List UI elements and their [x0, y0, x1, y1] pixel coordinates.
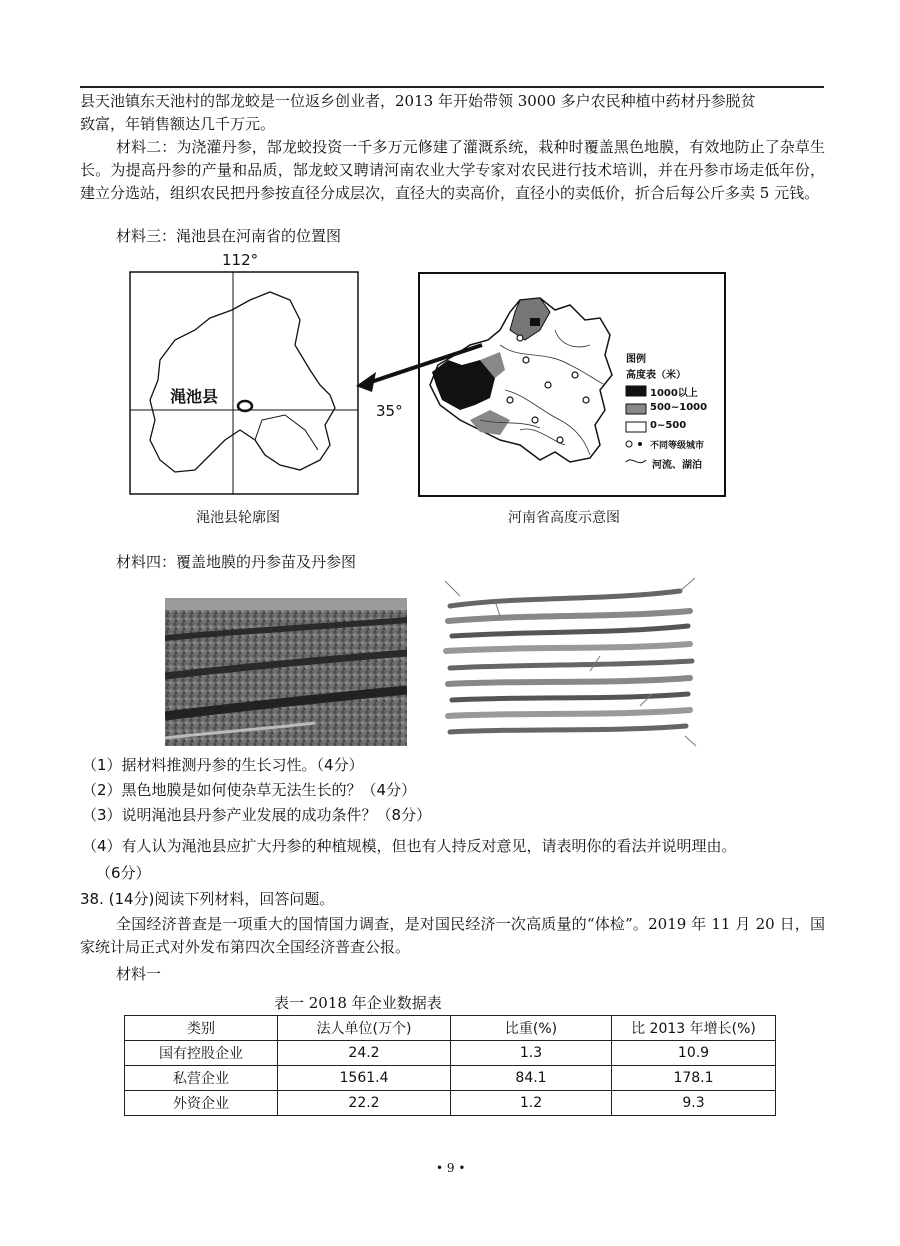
- table-row: [125, 1041, 776, 1066]
- question-3: （3）说明渑池县丹参产业发展的成功条件？（8分）: [82, 806, 432, 824]
- table-row: [125, 1091, 776, 1116]
- table-cell: 24.2: [278, 1041, 451, 1066]
- longitude-label: 112°: [222, 251, 259, 269]
- material-three-title: 材料三：渑池县在河南省的位置图: [116, 227, 342, 245]
- paragraph-line: 致富，年销售额达几千万元。: [80, 115, 276, 133]
- header-share: 比重(%): [451, 1016, 612, 1041]
- question-38-heading: 38. (14分)阅读下列材料，回答问题。: [80, 890, 335, 908]
- legend-swatch-high: [626, 386, 646, 396]
- latitude-label: 35°: [376, 402, 403, 420]
- table-cell: 84.1: [451, 1066, 612, 1091]
- county-label: 渑池县: [170, 387, 219, 406]
- legend-title: 图例: [626, 354, 646, 365]
- legend-500: 500~1000: [650, 402, 708, 413]
- question-1: （1）据材料推测丹参的生长习性。（4分）: [82, 756, 364, 774]
- table-title: 表一 2018 年企业数据表: [274, 994, 442, 1012]
- enterprise-data-table: [124, 1015, 776, 1116]
- table-cell: 22.2: [278, 1091, 451, 1116]
- question-38-intro: 全国经济普查是一项重大的国情国力调查，是对国民经济一次高质量的“体检”。2019 年 11 月 20 日，国家统计局正式对外发布第四次全国经济普查公报。: [80, 915, 825, 956]
- table-row: [125, 1066, 776, 1091]
- table-cell: 10.9: [612, 1041, 776, 1066]
- table-cell: 1561.4: [278, 1066, 451, 1091]
- table-cell: 1.3: [451, 1041, 612, 1066]
- table-cell: 外资企业: [125, 1091, 278, 1116]
- legend-river-icon: [626, 460, 646, 463]
- legend-swatch-low: [626, 422, 646, 432]
- header-growth: 比 2013 年增长(%): [612, 1016, 776, 1041]
- legend-river: 河流、湖泊: [652, 460, 702, 471]
- header-units: 法人单位(万个): [278, 1016, 451, 1041]
- question-2: （2）黑色地膜是如何使杂草无法生长的？（4分）: [82, 781, 417, 799]
- henan-map-caption: 河南省高度示意图: [508, 510, 620, 526]
- paragraph-line: 县天池镇东天池村的郜龙蛟是一位返乡创业者，2013 年开始带领 3000 多户农民种植中药材丹参脱贫: [80, 92, 756, 110]
- table-cell: 1.2: [451, 1091, 612, 1116]
- page-number: • 9 •: [436, 1161, 466, 1175]
- legend-swatch-mid: [626, 404, 646, 414]
- legend-0: 0~500: [650, 420, 687, 431]
- north-peak: [530, 318, 540, 326]
- question-4: （4）有人认为渑池县应扩大丹参的种植规模，但也有人持反对意见，请表明你的看法并说明理由。: [82, 837, 737, 855]
- danshen-roots-photo: [440, 576, 698, 748]
- legend-city: 不同等级城市: [650, 441, 705, 451]
- legend-1000: 1000以上: [650, 388, 698, 399]
- material-one-title: 材料一: [116, 965, 162, 983]
- table-cell: 9.3: [612, 1091, 776, 1116]
- arrow-head: [356, 372, 376, 392]
- county-map-caption: 渑池县轮廓图: [196, 510, 280, 526]
- question-4-score: （6分）: [96, 864, 151, 882]
- mulched-field-photo: [165, 598, 407, 746]
- table-cell: 178.1: [612, 1066, 776, 1091]
- header-category: 类别: [125, 1016, 278, 1041]
- legend-city-icon: [638, 442, 642, 446]
- table-cell: 国有控股企业: [125, 1041, 278, 1066]
- table-header-row: [125, 1016, 776, 1041]
- legend-city-icon: [626, 441, 632, 447]
- henan-elevation-map: [0, 0, 900, 540]
- table-cell: 私营企业: [125, 1066, 278, 1091]
- material-four-title: 材料四：覆盖地膜的丹参苗及丹参图: [116, 553, 357, 571]
- material-two-paragraph: 材料二：为浇灌丹参，郜龙蛟投资一千多万元修建了灌溉系统，栽种时覆盖黑色地膜，有效地防止了杂草生长。为提高丹参的产量和品质，郜龙蛟又聘请河南农业大学专家对农民进行技术培训，并在丹参市场走低年份，建立分选站，组织农民把丹参按直径分成层次，直径大的卖高价，直径小的卖低价，折合后每公斤多卖 5 元钱。: [80, 138, 825, 202]
- legend-subtitle: 高度表（米）: [626, 370, 686, 381]
